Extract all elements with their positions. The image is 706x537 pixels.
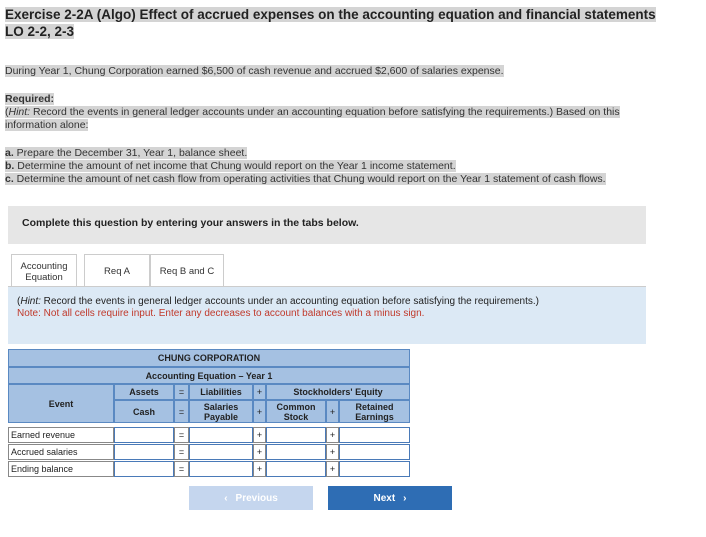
common-stock-input[interactable] — [266, 444, 326, 460]
salaries-payable-input[interactable] — [189, 461, 253, 477]
cash-input[interactable] — [114, 461, 174, 477]
previous-button[interactable]: ‹ Previous — [189, 486, 313, 510]
cash-input[interactable] — [114, 444, 174, 460]
equals-sign: = — [174, 444, 189, 460]
plus-sign: + — [253, 427, 266, 443]
common-stock-header: Common Stock — [266, 400, 326, 423]
plus-sign: + — [253, 400, 266, 423]
plus-sign: + — [326, 400, 339, 423]
equals-sign: = — [174, 427, 189, 443]
row-label-accrued-salaries: Accrued salaries — [8, 444, 114, 460]
event-header: Event — [8, 384, 114, 423]
chevron-left-icon: ‹ — [224, 492, 228, 504]
complete-instructions: Complete this question by entering your answers in the tabs below. — [8, 206, 646, 244]
exercise-title: Exercise 2-2A (Algo) Effect of accrued expenses on the accounting equation and financial statements LO 2-2, 2-3 — [5, 7, 656, 39]
common-stock-input[interactable] — [266, 461, 326, 477]
cash-input[interactable] — [114, 427, 174, 443]
tab-req-b-and-c[interactable]: Req B and C — [150, 254, 224, 288]
tab-panel-hint: (Hint: Record the events in general ledger accounts under an accounting equation before satisfying the requirements.) Note: Not all cells require input. Enter any decreases to account balances with a minus sign. — [8, 286, 646, 344]
plus-sign: + — [253, 444, 266, 460]
retained-earnings-input[interactable] — [339, 427, 410, 443]
plus-sign: + — [326, 444, 339, 460]
tab-accounting-equation[interactable]: Accounting Equation — [11, 254, 77, 289]
plus-sign: + — [326, 427, 339, 443]
cash-header: Cash — [114, 400, 174, 423]
common-stock-input[interactable] — [266, 427, 326, 443]
tab-req-a[interactable]: Req A — [84, 254, 150, 288]
required-block: Required: (Hint: Record the events in general ledger accounts under an accounting equation before satisfying the requirements.) Based on this information alone: — [5, 93, 620, 131]
salaries-payable-input[interactable] — [189, 444, 253, 460]
plus-sign: + — [253, 384, 266, 400]
retained-earnings-input[interactable] — [339, 461, 410, 477]
requirements-list: a. Prepare the December 31, Year 1, balance sheet. b. Determine the amount of net income that Chung would report on the Year 1 income statement. c. Determine the amount of net cash flow from operating activities that Chung would report on the Year 1 statement of cash flows. — [5, 147, 606, 185]
plus-sign: + — [253, 461, 266, 477]
row-label-ending-balance: Ending balance — [8, 461, 114, 477]
equals-sign: = — [174, 461, 189, 477]
intro-text: During Year 1, Chung Corporation earned $6,500 of cash revenue and accrued $2,600 of salaries expense. — [5, 65, 504, 77]
row-label-earned-revenue: Earned revenue — [8, 427, 114, 443]
company-name: CHUNG CORPORATION — [8, 349, 410, 367]
assets-header: Assets — [114, 384, 174, 400]
table-subtitle: Accounting Equation – Year 1 — [8, 367, 410, 384]
salaries-payable-header: Salaries Payable — [189, 400, 253, 423]
retained-earnings-input[interactable] — [339, 444, 410, 460]
plus-sign: + — [326, 461, 339, 477]
chevron-right-icon: › — [403, 492, 407, 504]
equals-sign: = — [174, 400, 189, 423]
equity-header: Stockholders' Equity — [266, 384, 410, 400]
next-button[interactable]: Next › — [328, 486, 452, 510]
equals-sign: = — [174, 384, 189, 400]
retained-earnings-header: Retained Earnings — [339, 400, 410, 423]
liabilities-header: Liabilities — [189, 384, 253, 400]
salaries-payable-input[interactable] — [189, 427, 253, 443]
